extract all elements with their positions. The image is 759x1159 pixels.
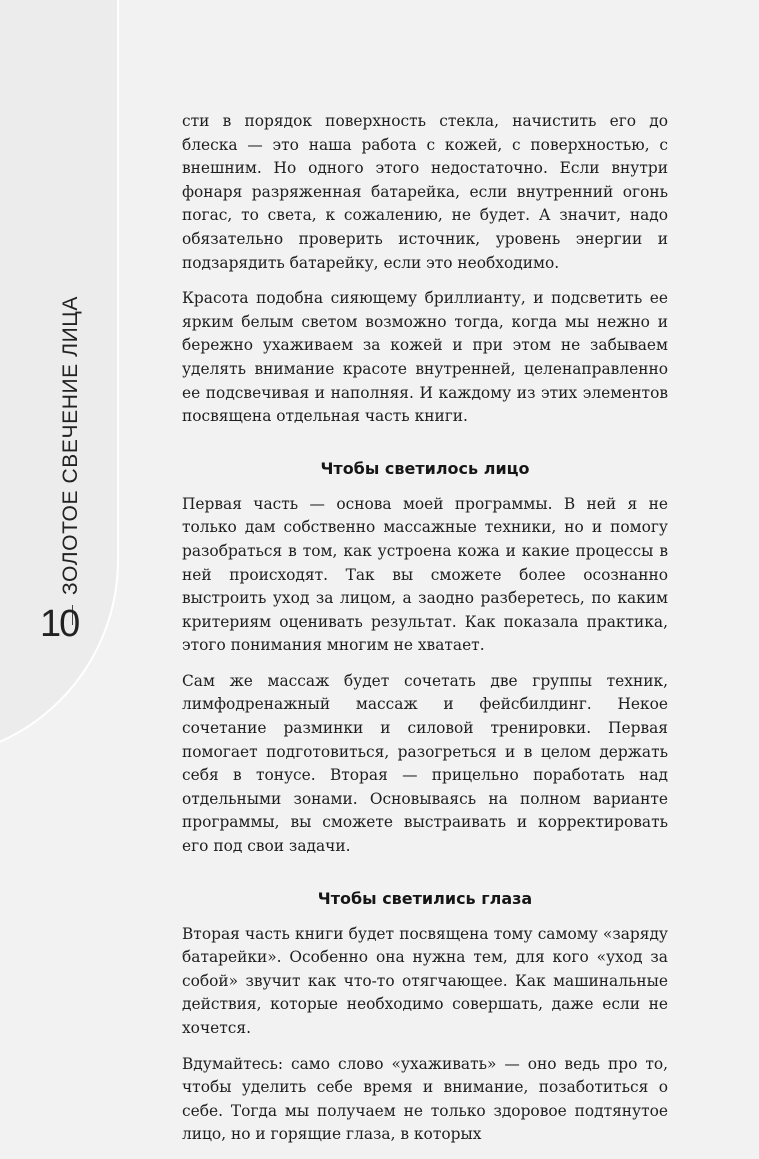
book-title: ЗОЛОТОЕ СВЕЧЕНИЕ ЛИЦА xyxy=(59,295,82,595)
paragraph: Сам же массаж будет сочетать две группы техник, лимфодренажный массаж и фейсбилдинг. Некое сочетание разминки и силовой тренировки. Первая помогает подготовиться, разогреться и в целом держать себя в тонусе. Вторая — прицельно поработать над отдельными зонами. Основываясь на полном варианте программы, вы сможете выстраивать и корректировать его под свои задачи. xyxy=(182,671,668,856)
page-number: 10 xyxy=(40,603,79,645)
main-text xyxy=(182,110,668,1159)
paragraph: сти в порядок поверхность стекла, начистить его до блеска — это наша работа с кожей, с поверхностью, с внешним. Но одного этого недостаточно. Если внутри фонаря разряженная батарейка, если внутренний огонь погас, то света, к сожалению, не будет. А значит, надо обязательно проверить источник, уровень энергии и подзарядить батарейку, если это необходимо. xyxy=(182,112,668,272)
paragraph: Красота подобна сияющему бриллианту, и подсветить ее ярким белым светом возможно тогда, когда мы нежно и бережно ухаживаем за кожей и при этом не забываем уделять внимание красоте внутренней, целенаправленно ее подсвечивая и наполняя. И каждому из этих элементов посвящена отдельная часть книги. xyxy=(182,289,668,426)
paragraph: Вторая часть книги будет посвящена тому самому «заряду батарейки». Особенно она нужна тем, для кого «уход за собой» звучит как что-то отягчающее. Как машинальные действия, которые необходимо совершать, даже если не хочется. xyxy=(182,924,668,1037)
section-heading: Чтобы светилось лицо xyxy=(320,458,530,478)
paragraph: Вдумайтесь: само слово «ухаживать» — оно ведь про то, чтобы уделить себе время и внимание, позаботиться о себе. Тогда мы получаем не только здоровое подтянутое лицо, но и горящие глаза, в которых xyxy=(182,1054,668,1144)
section-heading: Чтобы светились глаза xyxy=(317,888,533,908)
paragraph: Первая часть — основа моей программы. В ней я не только дам собственно массажные техники, но и помогу разобраться в том, как устроена кожа и какие процессы в ней происходят. Так вы сможете более осознанно выстроить уход за лицом, а заодно разберетесь, по каким критериям оценивать результат. Как показала практика, этого понимания многим не хватает. xyxy=(182,494,668,655)
